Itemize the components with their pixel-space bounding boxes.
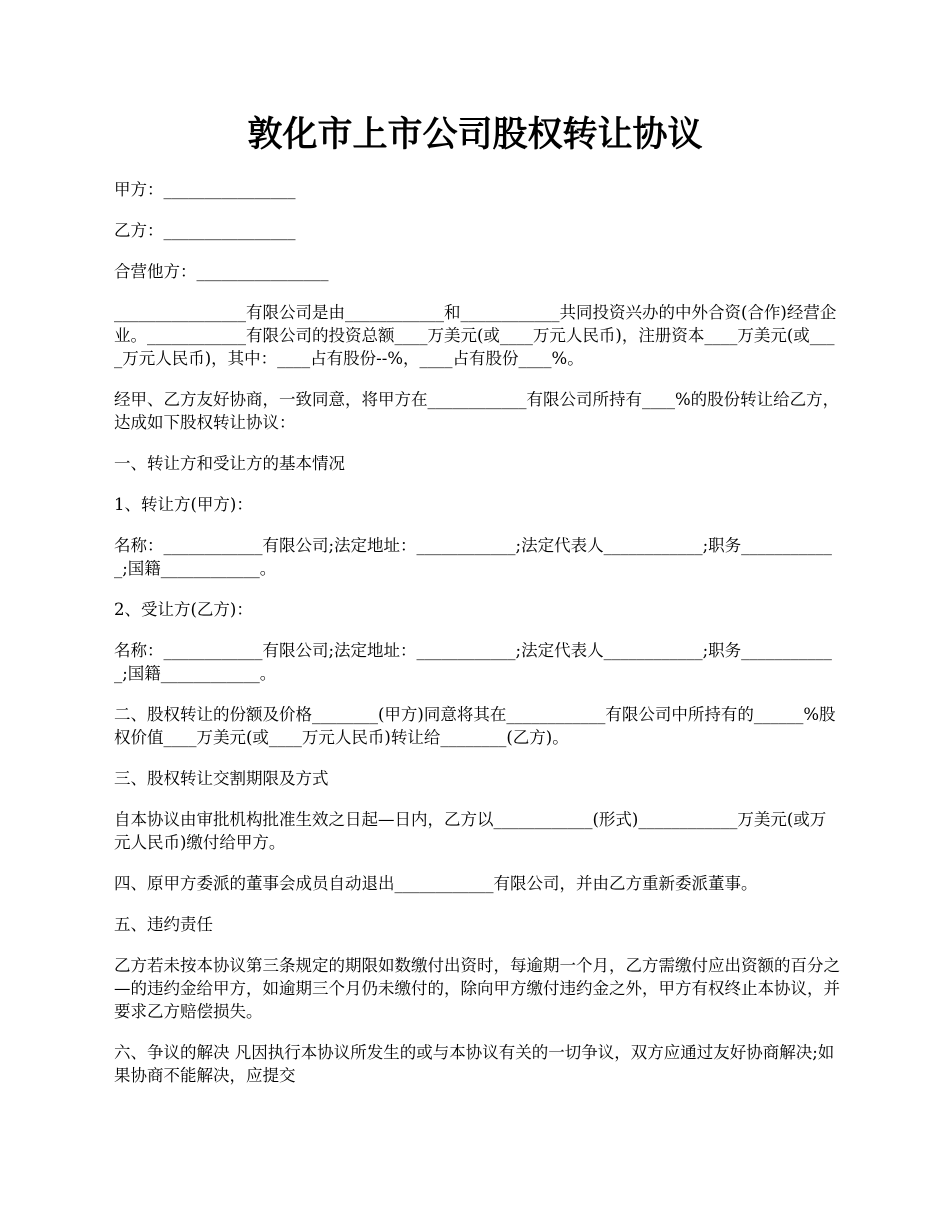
party-a-line: 甲方：________________ — [114, 180, 296, 199]
section-5-paragraph: 乙方若未按本协议第三条规定的期限如数缴付出资时，每逾期一个月，乙方需缴付应出资额的百分之—的违约金给甲方，如逾期三个月仍未缴付的，除向甲方缴付违约金之外，甲方有权终止本协议，并要求乙方赔偿损失。 — [114, 956, 840, 1021]
company-intro-paragraph: ________________有限公司是由____________和____________共同投资兴办的中外合资(合作)经营企业。____________有限公司的投资总额____万美元(或____万元人民币)，注册资本____万美元(或____万元人民币)，其中：____占有股份--%，____占有股份____%。 — [114, 303, 837, 368]
section-2-paragraph: 二、股权转让的份额及价格________(甲方)同意将其在____________有限公司中所持有的______%股权价值____万美元(或____万元人民币)转让给________(乙方)。 — [114, 705, 836, 747]
transferor-heading: 1、转让方(甲方)： — [114, 495, 253, 514]
section-3-heading: 三、股权转让交割期限及方式 — [114, 769, 329, 788]
other-party-line: 合营他方：________________ — [114, 262, 329, 281]
section-1-heading: 一、转让方和受让方的基本情况 — [114, 454, 345, 473]
transferee-details: 名称：____________有限公司;法定地址：____________;法定代表人____________;职务____________;国籍____________。 — [114, 641, 832, 683]
document-body — [114, 178, 842, 1105]
transferor-details: 名称：____________有限公司;法定地址：____________;法定代表人____________;职务____________;国籍____________。 — [114, 536, 832, 578]
section-4-paragraph: 四、原甲方委派的董事会成员自动退出____________有限公司，并由乙方重新委派董事。 — [114, 874, 758, 893]
transferee-heading: 2、受让方(乙方)： — [114, 600, 253, 619]
document-title: 敦化市上市公司股权转让协议 — [247, 115, 703, 155]
party-b-line: 乙方：________________ — [114, 221, 296, 240]
section-5-heading: 五、违约责任 — [114, 915, 213, 934]
section-3-paragraph: 自本协议由审批机构批准生效之日起—日内，乙方以____________(形式)____________万美元(或万元人民币)缴付给甲方。 — [114, 810, 827, 852]
agreement-intro-paragraph: 经甲、乙方友好协商，一致同意，将甲方在____________有限公司所持有____%的股份转让给乙方，达成如下股权转让协议： — [114, 390, 840, 432]
section-6-paragraph: 六、争议的解决 凡因执行本协议所发生的或与本协议有关的一切争议，双方应通过友好协商解决;如果协商不能解决，应提交 — [114, 1043, 835, 1085]
